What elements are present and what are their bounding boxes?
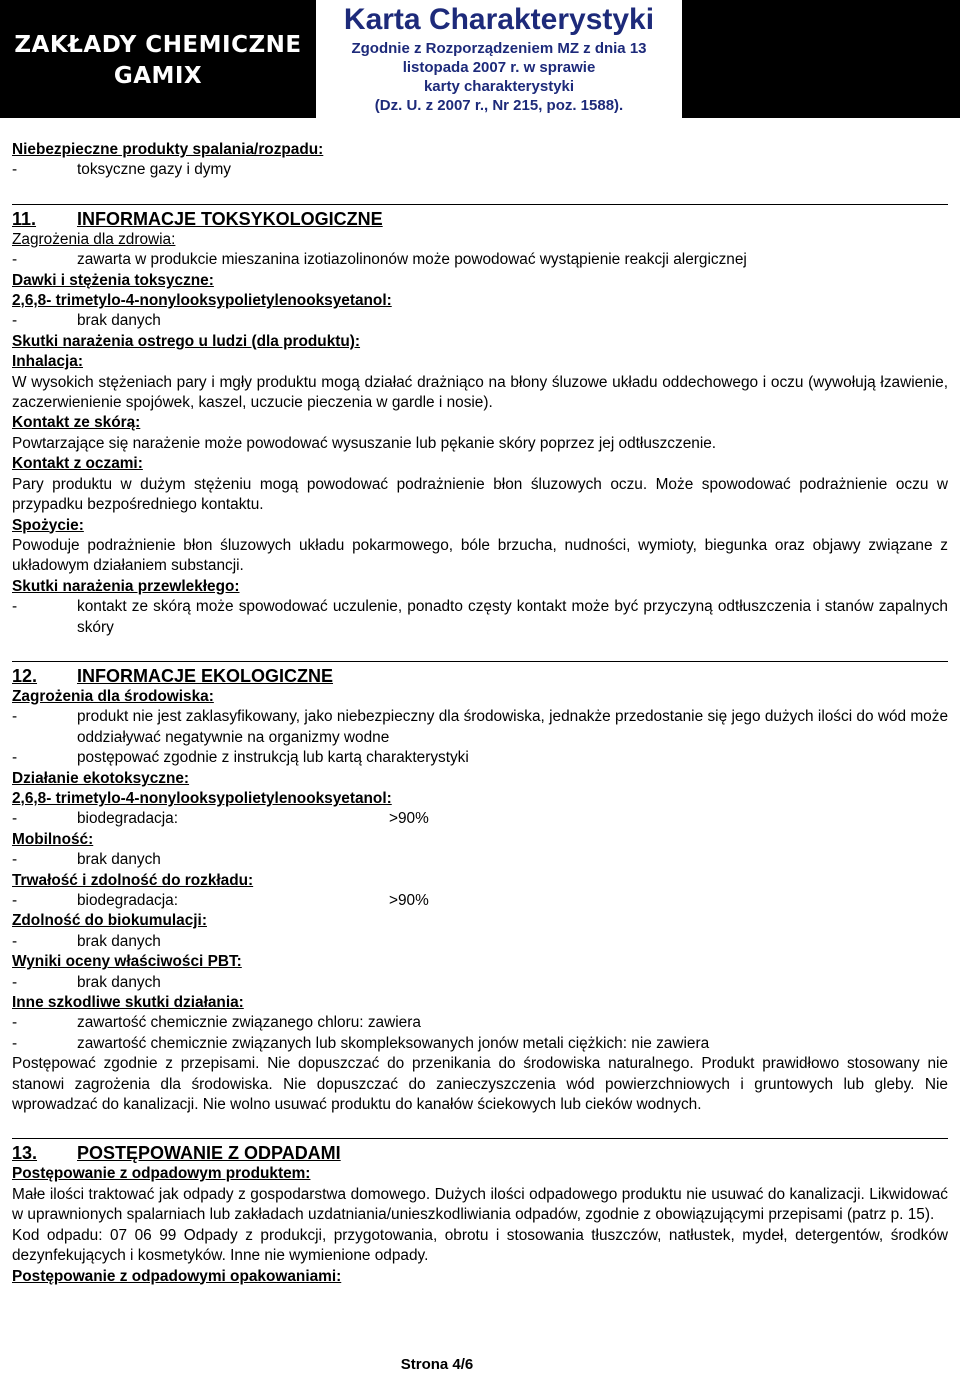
waste-code-text: Kod odpadu: 07 06 99 Odpady z produkcji, przygotowania, obrotu i stosowania tłuszczów, natłustek, mydeł, detergentów, środków dezynfekujących i kosmetyków. Inne nie wymienione odpady. (12, 1226, 948, 1265)
list-item: - postępować zgodnie z instrukcją lub kartą charakterystyki (12, 749, 469, 767)
regulation-line2: listopada 2007 r. w sprawie (402, 59, 596, 76)
document-title: Karta Charakterystyki (343, 3, 655, 36)
persistence-heading: Trwałość i zdolność do rozkładu: (12, 871, 254, 889)
skin-contact-text: Powtarzające się narażenie może powodować wysuszanie lub pękanie skóry poprzez jej odtłuszczenie. (12, 434, 717, 452)
chronic-effects-heading: Skutki narażenia przewlekłego: (12, 577, 240, 595)
ingestion-heading: Spożycie: (12, 516, 84, 534)
ingestion-text: Powoduje podrażnienie błon śluzowych układu pokarmowego, bóle brzucha, nudności, wymioty, biegunka oraz objawy związane z układowym działaniem substancji. (12, 536, 948, 575)
list-item: - toksyczne gazy i dymy (12, 161, 231, 179)
skin-contact-heading: Kontakt ze skórą: (12, 414, 141, 432)
biodegradation-value: >90% (389, 810, 429, 828)
toxic-doses-heading: Dawki i stężenia toksyczne: (12, 271, 214, 289)
list-item: - brak danych (12, 851, 161, 869)
document-header (0, 0, 960, 118)
combustion-products-heading: Niebezpieczne produkty spalania/rozpadu: (12, 141, 324, 158)
header-right-block (682, 0, 960, 118)
list-item: - brak danych (12, 312, 161, 330)
section-12-heading: 12. INFORMACJE EKOLOGICZNE (12, 661, 948, 687)
environment-hazards-heading: Zagrożenia dla środowiska: (12, 687, 214, 705)
section-11-heading: 11. INFORMACJE TOKSYKOLOGICZNE (12, 204, 948, 230)
ecotoxicity-heading: Działanie ekotoksyczne: (12, 769, 190, 787)
document-body (12, 140, 948, 1287)
substance-name: 2,6,8- trimetylo-4-nonylooksypolietylenooksyetanol: (12, 789, 392, 807)
biodegradation-value: >90% (389, 892, 429, 909)
list-item: - biodegradacja: >90% (12, 809, 948, 829)
eye-contact-heading: Kontakt z oczami: (12, 455, 143, 473)
company-logo (0, 0, 316, 118)
list-item: - biodegradacja: >90% (12, 891, 948, 911)
pbt-heading: Wyniki oceny właściwości PBT: (12, 953, 242, 971)
section-13-heading: 13. POSTĘPOWANIE Z ODPADAMI (12, 1138, 948, 1164)
environment-closing-text: Postępować zgodnie z przepisami. Nie dopuszczać do przenikania do środowiska naturalnego. Produkt prawidłowo stosowany nie stanowi zagrożenia dla środowiska. Nie dopuszczać do zanieczyszczenia wód powierzchniowych i gruntowych lub gleby. Nie wprowadzać do kanalizacji. Nie wolno usuwać produktu do kanałów ściekowych lub cieków wodnych. (12, 1055, 948, 1114)
substance-name: 2,6,8- trimetylo-4-nonylooksypolietylenooksyetanol: (12, 292, 392, 310)
list-item: - brak danych (12, 932, 161, 950)
acute-effects-heading: Skutki narażenia ostrego u ludzi (dla produktu): (12, 332, 361, 350)
list-item: - kontakt ze skórą może spowodować uczulenie, ponadto częsty kontakt może być przyczyną odtłuszczenia i stanów zapalnych skóry (12, 598, 948, 636)
waste-product-heading: Postępowanie z odpadowym produktem: (12, 1165, 311, 1183)
other-effects-heading: Inne szkodliwe skutki działania: (12, 994, 244, 1012)
company-name-line2: GAMIX (113, 63, 203, 89)
health-hazards-heading: Zagrożenia dla zdrowia: (12, 230, 176, 248)
regulation-line4: (Dz. U. z 2007 r., Nr 215, poz. 1588). (374, 97, 624, 114)
list-item: - zawartość chemicznie związanych lub skompleksowanych jonów metali ciężkich: nie zawiera (12, 1034, 710, 1052)
bioaccumulation-heading: Zdolność do biokumulacji: (12, 912, 207, 930)
regulation-line3: karty charakterystyki (423, 78, 575, 95)
header-title-box (316, 0, 682, 118)
biodegradation-label: biodegradacja: (77, 810, 178, 828)
regulation-line1: Zgodnie z Rozporządzeniem MZ z dnia 13 (351, 40, 647, 57)
list-item: - zawarta w produkcie mieszanina izotiazolinonów może powodować wystąpienie reakcji alergicznej (12, 251, 747, 269)
company-name-line1: ZAKŁADY CHEMICZNE (14, 32, 302, 58)
waste-product-text: Małe ilości traktować jak odpady z gospodarstwa domowego. Dużych ilości odpadowego produktu nie usuwać do kanalizacji. Likwidować w uprawnionych spalarniach lub zakładach uzdatniania/unieszkodliwiania odpadów, zgodnie z obowiązującymi przepisami (patrz p. 15). (12, 1185, 948, 1224)
eye-contact-text: Pary produktu w dużym stężeniu mogą powodować podrażnienie błon śluzowych oczu. Może spowodować podrażnienie oczu w przypadku bezpośredniego kontaktu. (12, 475, 948, 514)
inhalation-text: W wysokich stężeniach pary i mgły produktu mogą działać drażniąco na błony śluzowe układu oddechowego i oczu (wywołują łzawienie, zaczerwienienie spojówek, kaszel, uczucie pieczenia w gardle i nosie). (12, 373, 948, 412)
mobility-heading: Mobilność: (12, 830, 94, 848)
page-number: Strona 4/6 (400, 1356, 474, 1373)
biodegradation-label: biodegradacja: (77, 892, 178, 909)
inhalation-heading: Inhalacja: (12, 353, 83, 371)
list-item: - brak danych (12, 973, 161, 991)
list-item: - produkt nie jest zaklasyfikowany, jako niebezpieczny dla środowiska, jednakże przedostanie się jego dużych ilości do wód może oddziaływać negatywnie na organizmy wodne (12, 708, 948, 746)
waste-packaging-heading: Postępowanie z odpadowymi opakowaniami: (12, 1267, 342, 1285)
list-item: - zawartość chemicznie związanego chloru: zawiera (12, 1014, 421, 1032)
